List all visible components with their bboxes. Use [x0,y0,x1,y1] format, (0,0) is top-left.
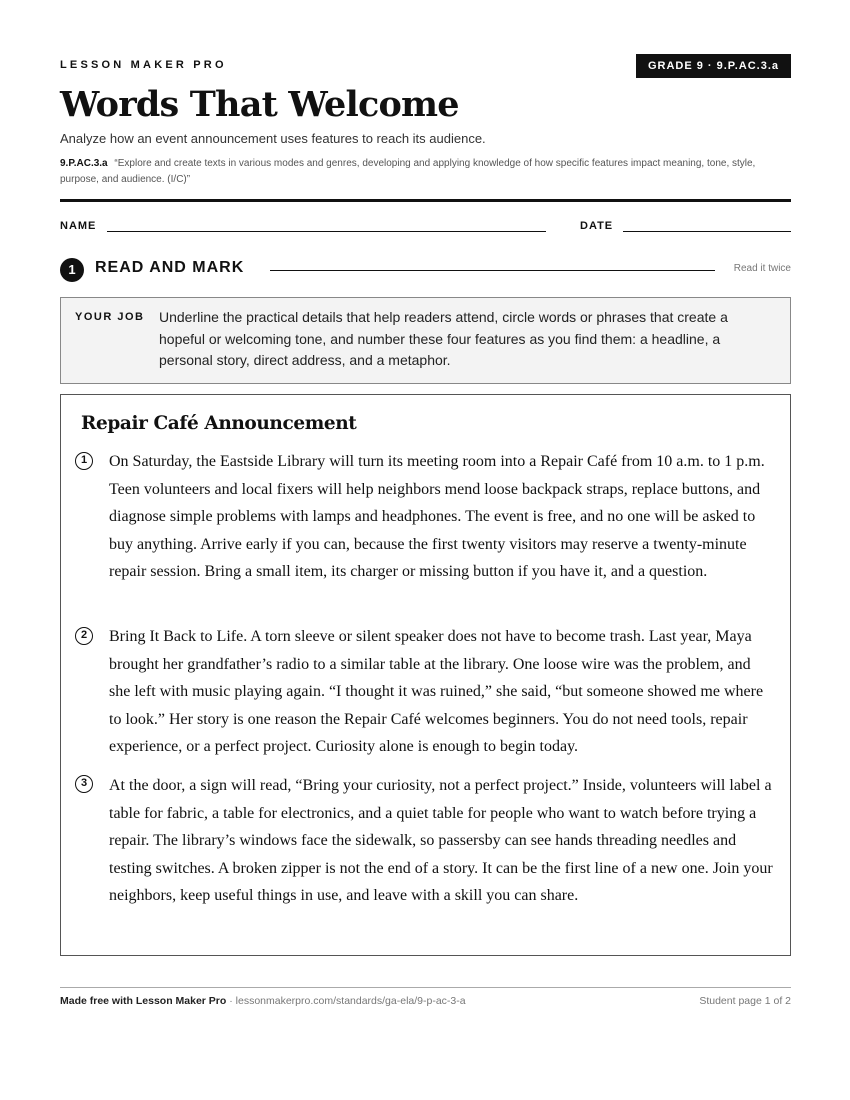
paragraph-1: On Saturday, the Eastside Library will turn its meeting room into a Repair Café from 10 a.m. to 1 p.m. Teen volunteers and local fixers will help neighbors mend loose backpack straps, replace buttons, and diagnose simple problems with lamps and headphones. The event is free, and no one will be asked to buy anything. Arrive early if you can, because the first twenty visitors may reserve a twenty-minute repair session. Bring a small item, its charger or missing button if you have it, and a question. [109,453,765,581]
date-field[interactable] [623,231,791,232]
footer-made-with: Made free with Lesson Maker Pro [60,995,227,1007]
footer-separator: · [226,995,236,1007]
paragraph-2: Bring It Back to Life. A torn sleeve or silent speaker does not have to become trash. Last year, Maya brought her grandfather’s radio to a similar table at the library. One loose wire was the problem, and she left with music playing again. “I thought it was ruined,” she said, “but someone showed me where to look.” Her story is one reason the Repair Café welcomes beginners. You do not need tools, repair experience, or a perfect project. Curiosity alone is enough to begin today. [109,628,764,756]
footer-page-label: Student page 1 of 2 [699,995,791,1007]
paragraph-number-3: 3 [75,775,93,793]
paragraph-3: At the door, a sign will read, “Bring your curiosity, not a perfect project.” Inside, volunteers will label a table for fabric, a table for electronics, and a quiet table for people who want to watch before trying a repair. The library’s windows face the sidewalk, so passersby can see hands threading needles and testing switches. A broken zipper is not the end of a story. It can be the first line of a new one. Join your neighbors, keep useful things in use, and leave with a skill you can share. [109,777,773,905]
name-field[interactable] [107,231,546,232]
instructions-text: Underline the practical details that help readers attend, circle words or phrases that create a hopeful or welcoming tone, and number these four features as you find them: a headline, a personal story, direct address, and a metaphor. [159,309,728,368]
grade-badge: GRADE 9 · 9.P.AC.3.a [636,54,791,78]
footer-url[interactable]: lessonmakerpro.com/standards/ga-ela/9-p-ac-3-a [235,995,466,1007]
passage-title: Repair Café Announcement [81,413,357,434]
page-title: Words That Welcome [60,84,459,125]
footer-credit [60,995,466,1007]
brand-name: LESSON MAKER PRO [60,59,227,71]
section-divider [270,270,715,271]
standard-code: 9.P.AC.3.a [60,158,108,169]
section-title: READ AND MARK [95,259,245,276]
paragraph-number-1: 1 [75,452,93,470]
header-divider [60,199,791,202]
instructions-box [60,297,791,384]
date-label: DATE [580,220,614,232]
standard-description [60,156,760,188]
section-header [60,258,791,282]
paragraph-number-2: 2 [75,627,93,645]
page-subtitle: Analyze how an event announcement uses features to reach its audience. [60,131,486,146]
name-date-row [60,220,791,236]
section-note: Read it twice [733,263,791,274]
name-label: NAME [60,220,97,232]
section-number-badge: 1 [60,258,84,282]
instructions-label: YOUR JOB [75,311,145,323]
footer-divider [60,987,791,988]
reading-passage [60,394,791,956]
standard-text: “Explore and create texts in various modes and genres, developing and applying knowledge of how specific features impact meaning, tone, style, purpose, and audience. (I/C)” [60,158,756,185]
